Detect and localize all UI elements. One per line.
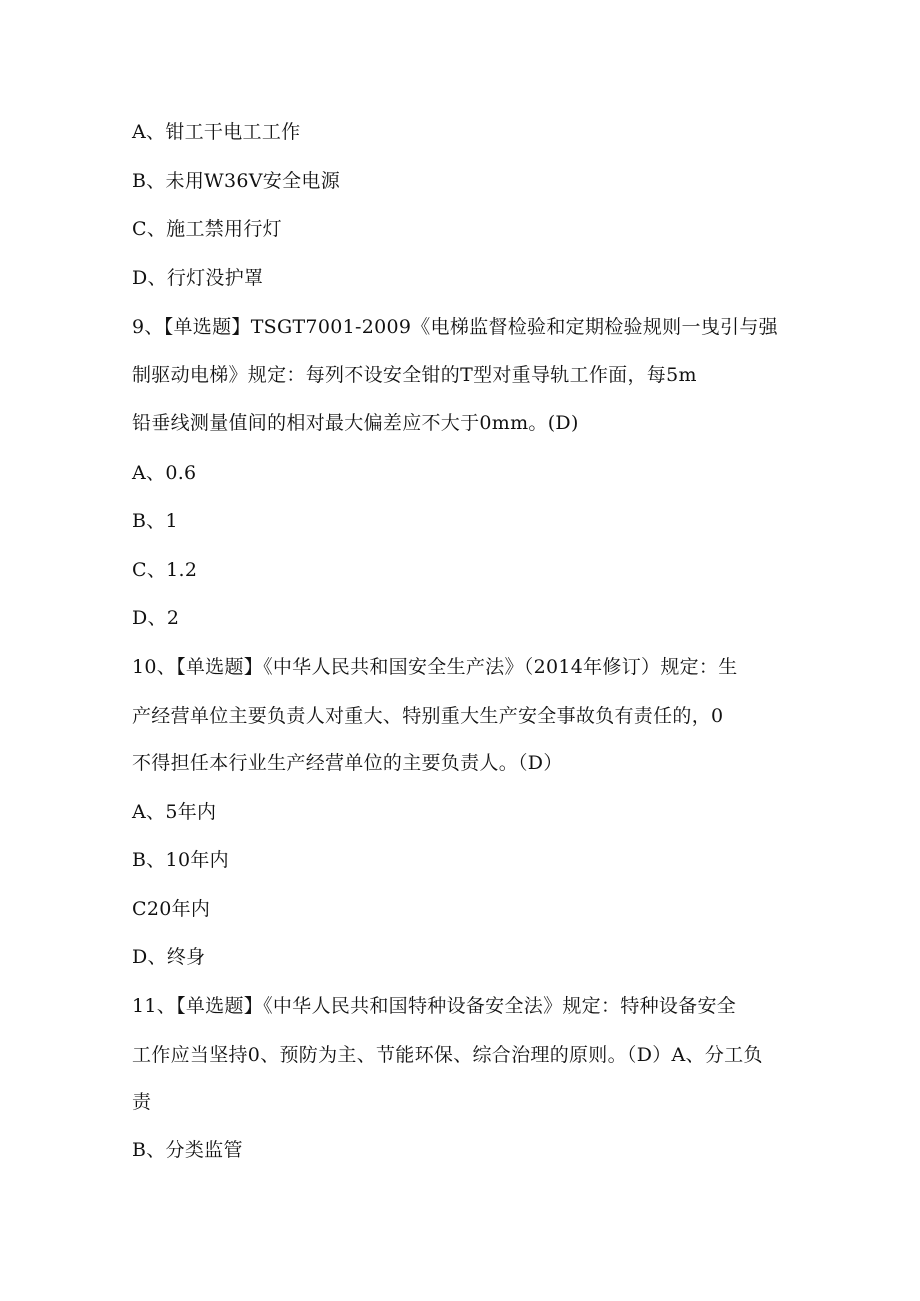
q9-option-d: D、2 (132, 607, 180, 629)
q9-option-a: A、0.6 (132, 462, 197, 484)
q11-question-line-1: 11、【单选题】《中华人民共和国特种设备安全法》规定：特种设备安全 (132, 995, 737, 1017)
q8-option-c: C、施工禁用行灯 (132, 218, 282, 240)
q9-option-b: B、1 (132, 510, 178, 532)
q10-question-line-3: 不得担任本行业生产经营单位的主要负责人。（D） (132, 752, 563, 774)
q8-option-b: B、未用W36V安全电源 (132, 170, 340, 192)
q11-question-line-3: 责 (132, 1091, 152, 1113)
q9-option-c: C、1.2 (132, 559, 198, 581)
q9-question-line-1: 9、【单选题】TSGT7001-2009《电梯监督检验和定期检验规则一曳引与强 (132, 316, 778, 338)
q8-option-d: D、行灯没护罩 (132, 267, 264, 289)
q10-option-d: D、终身 (132, 946, 206, 968)
q10-option-a: A、5年内 (132, 801, 217, 823)
q10-option-b: B、10年内 (132, 849, 229, 871)
q8-option-a: A、钳工干电工工作 (132, 121, 301, 143)
q10-question-line-2: 产经营单位主要负责人对重大、特别重大生产安全事故负有责任的，0 (132, 705, 724, 727)
q10-question-line-1: 10、【单选题】《中华人民共和国安全生产法》（2014年修订）规定：生 (132, 656, 738, 678)
q11-option-b: B、分类监管 (132, 1139, 243, 1161)
q9-question-line-2: 制驱动电梯》规定：每列不设安全钳的T型对重导轨工作面，每5m (132, 364, 697, 386)
q9-question-line-3: 铅垂线测量值间的相对最大偏差应不大于0mm。(D) (132, 412, 579, 434)
q10-option-c: C20年内 (132, 898, 211, 920)
q11-question-line-2: 工作应当坚持0、预防为主、节能环保、综合治理的原则。（D）A、分工负 (132, 1044, 763, 1066)
